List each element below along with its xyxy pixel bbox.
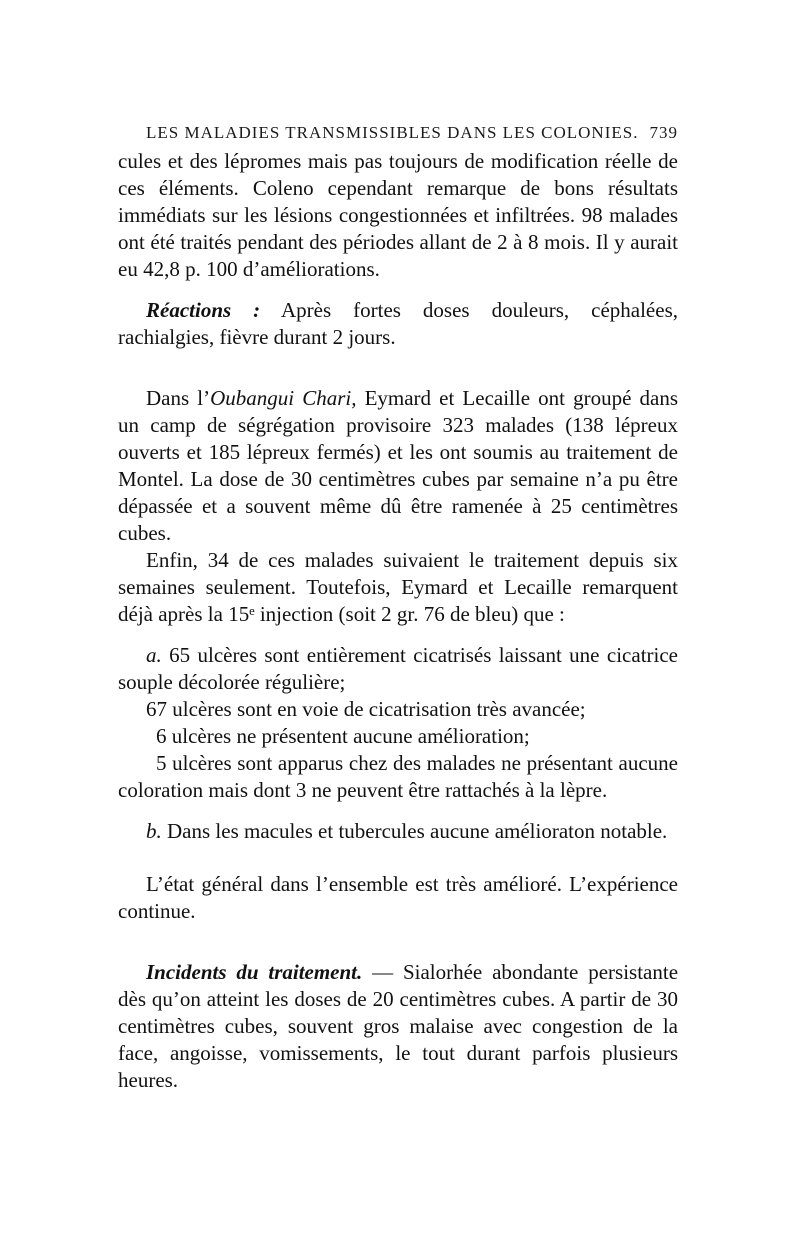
paragraph-enfin: Enfin, 34 de ces malades suivaient le traitement depuis six semaines seulement. Toutefois, Eymard et Lecaille remarquent déjà après la 15ᵉ injection (soit 2 gr. 76 de bleu) que :	[118, 548, 678, 626]
oubangui-prefix: Dans l’	[146, 386, 211, 410]
paragraph-incidents	[118, 959, 678, 1094]
item-b-text: Dans les macules et tubercules aucune amélioraton notable.	[161, 819, 668, 843]
list-item-a4: 5 ulcères sont apparus chez des malades ne présentant aucune coloration mais dont 3 ne peuvent être rattachés à la lèpre.	[118, 751, 678, 802]
reactions-text: Après fortes doses douleurs, céphalées, rachialgies, fièvre durant 2 jours.	[118, 298, 678, 349]
paragraph-oubangui	[118, 385, 678, 547]
page-number: 739	[649, 123, 678, 142]
paragraph-continuation: cules et des lépromes mais pas toujours de modification réelle de ces éléments. Coleno cependant remarque de bons résultats immédiats sur les lésions congestionnées et infiltrées. 98 malades ont été traités pendant des périodes allant de 2 à 8 mois. Il y aurait eu 42,8 p. 100 d’améliorations.	[118, 149, 678, 281]
incidents-heading: Incidents du traitement.	[146, 960, 363, 984]
list-item-a3: 6 ulcères ne présentent aucune amélioration;	[156, 724, 530, 748]
body-text	[118, 148, 678, 1094]
running-title: LES MALADIES TRANSMISSIBLES DANS LES COLONIES.	[146, 123, 639, 142]
item-a-label: a.	[146, 643, 162, 667]
list-item-a2: 67 ulcères sont en voie de cicatrisation très avancée;	[146, 697, 586, 721]
running-head	[146, 118, 678, 148]
oubangui-place: Oubangui Chari,	[210, 386, 357, 410]
page	[118, 118, 678, 1094]
oubangui-text: Eymard et Lecaille ont groupé dans un camp de ségrégation provisoire 323 malades (138 lépreux ouverts et 185 lépreux fermés) et les ont soumis au traitement de Montel. La dose de 30 centimètres cubes par semaine n’a pu être dépassée et a souvent même dû être ramenée à 25 centimètres cubes.	[118, 386, 678, 545]
list-item-b	[118, 818, 678, 845]
item-b-label: b.	[146, 819, 162, 843]
item-a-text: 65 ulcères sont entièrement cicatrisés laissant une cicatrice souple décolorée régulière;	[118, 643, 678, 694]
paragraph-etat-general: L’état général dans l’ensemble est très amélioré. L’expérience continue.	[118, 872, 678, 923]
list-item-a	[118, 642, 678, 696]
incidents-text: — Sialorhée abondante persistante dès qu’on atteint les doses de 20 centimètres cubes. A partir de 30 centimètres cubes, souvent gros malaise avec congestion de la face, angoisse, vomissements, le tout durant parfois plusieurs heures.	[118, 960, 679, 1092]
paragraph-reactions	[118, 297, 678, 351]
reactions-heading: Réactions :	[146, 298, 261, 322]
